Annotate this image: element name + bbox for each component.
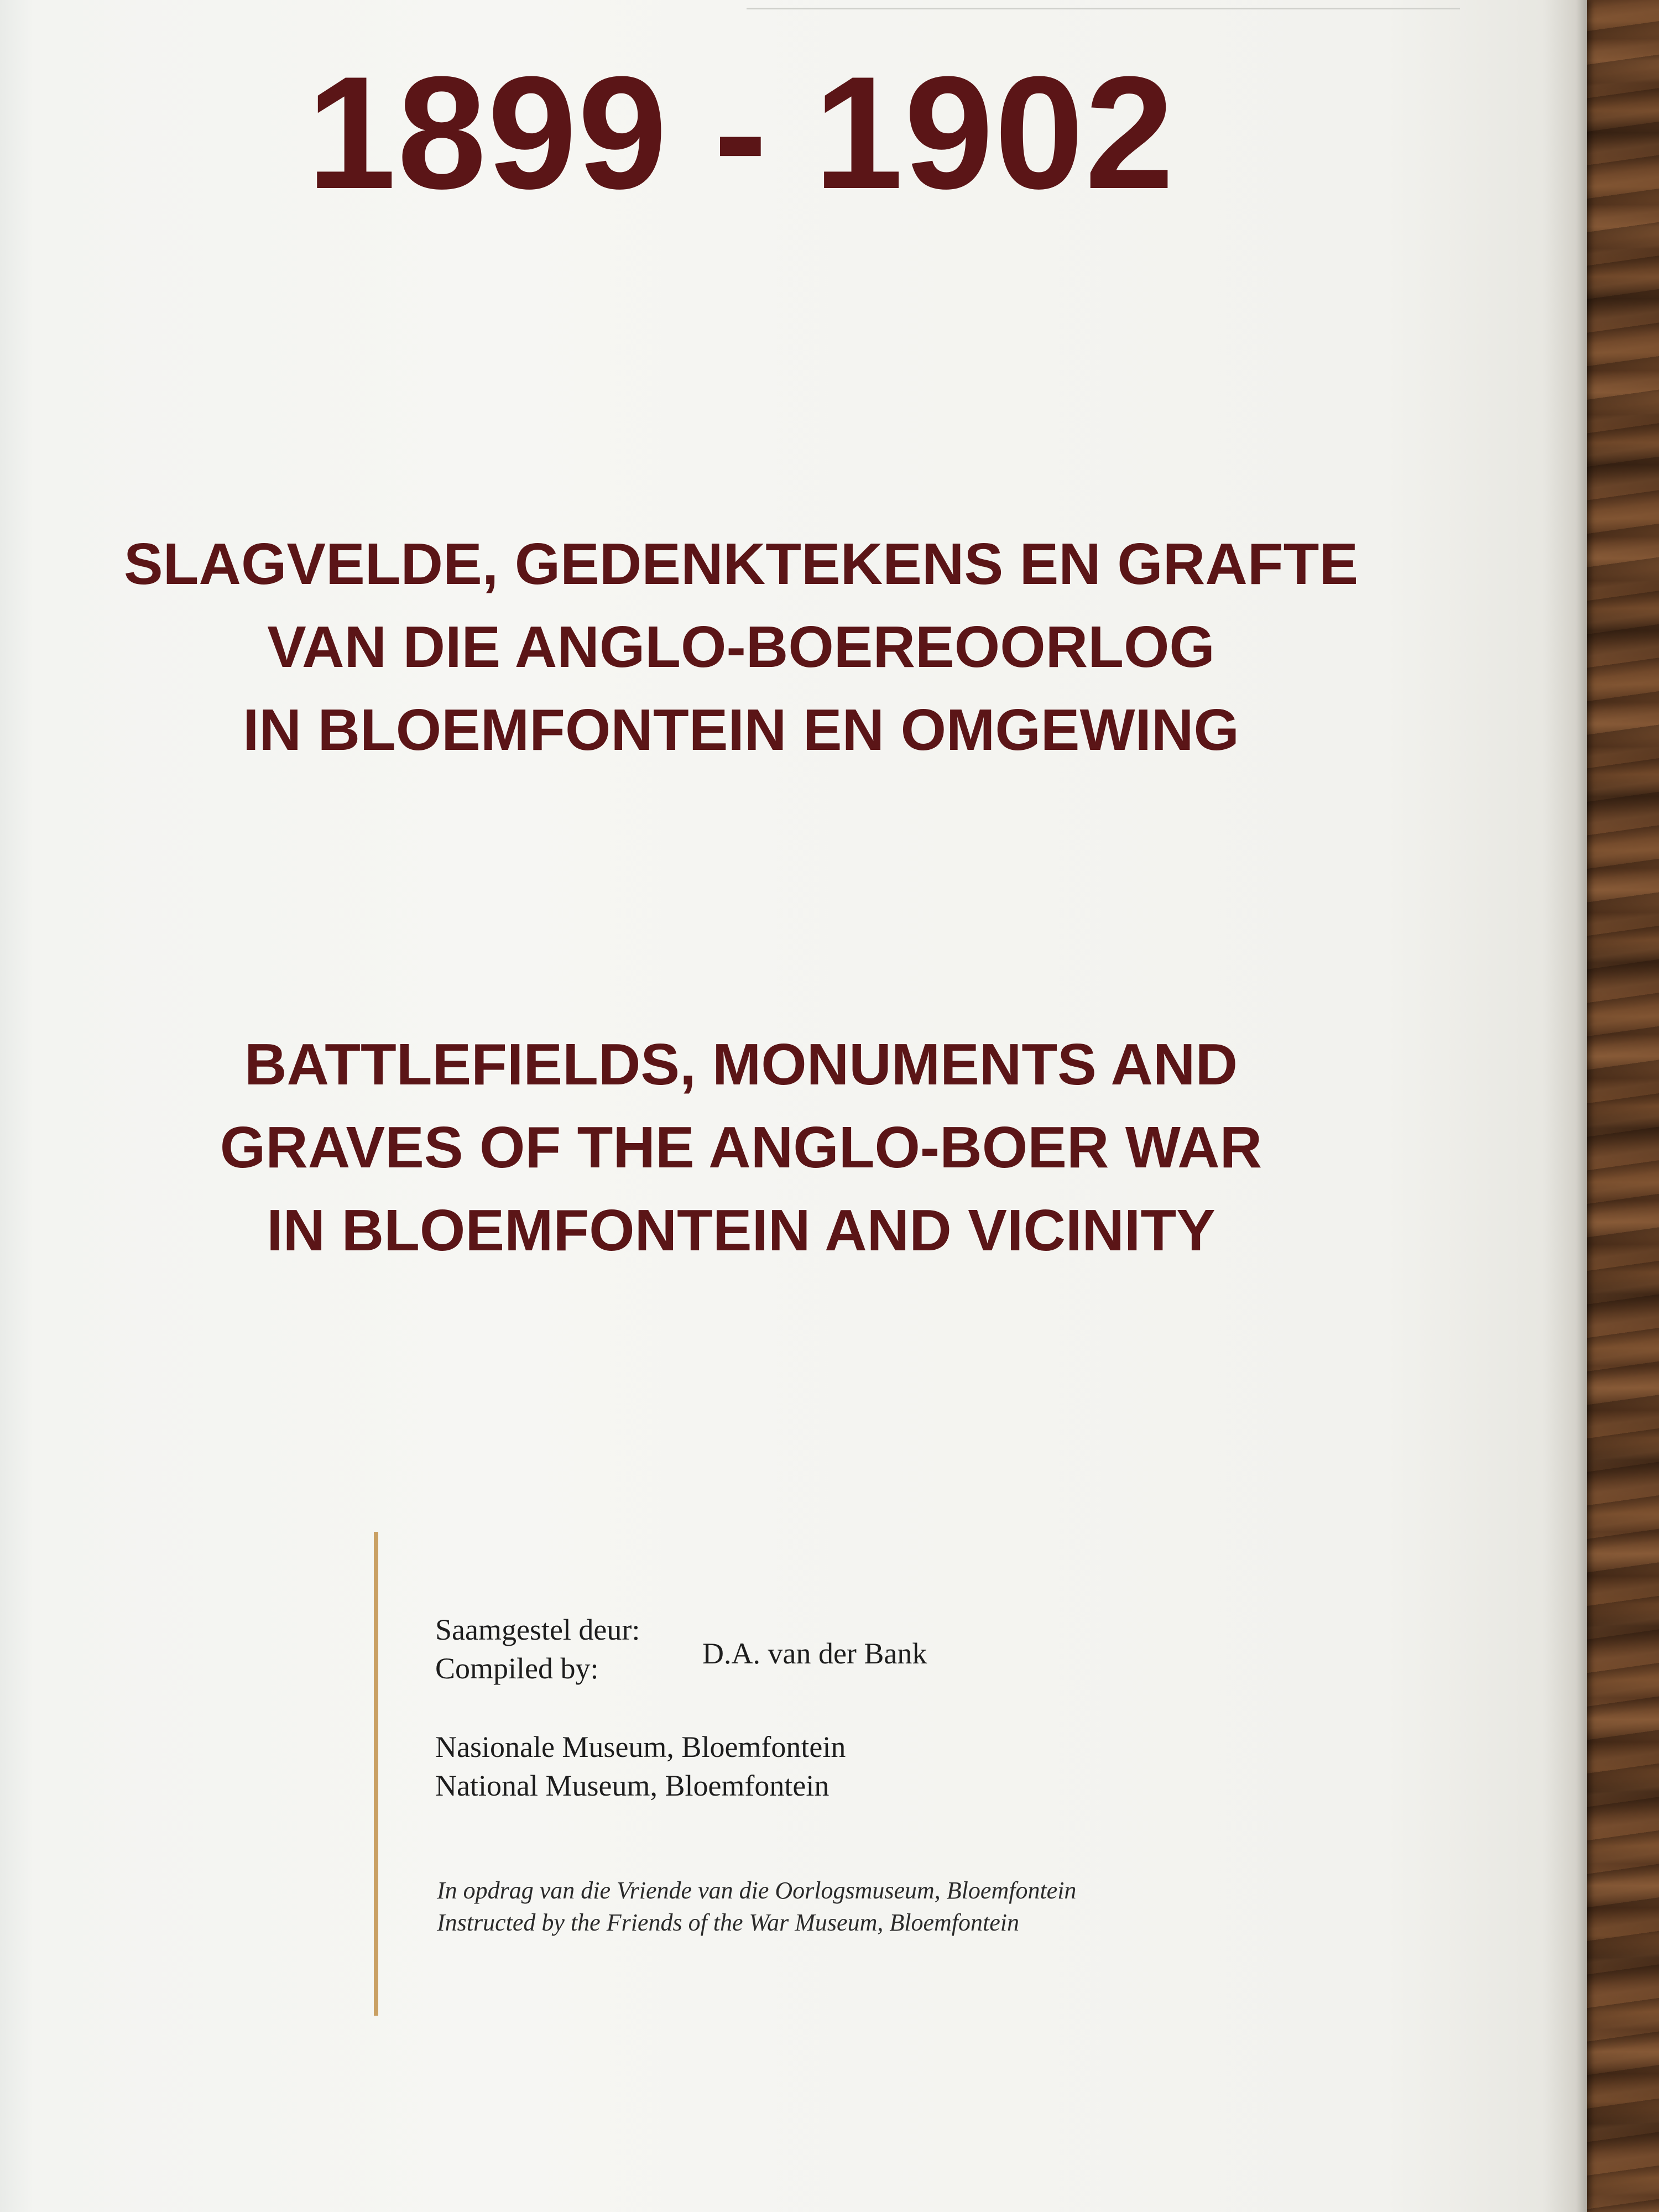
top-divider: [747, 8, 1460, 9]
museum-name-afrikaans: Nasionale Museum, Bloemfontein: [435, 1730, 846, 1764]
compiled-label-english: Compiled by:: [435, 1652, 599, 1685]
credits-accent-rule: [374, 1532, 378, 2016]
afrikaans-title-line: IN BLOEMFONTEIN EN OMGEWING: [243, 697, 1239, 763]
afrikaans-title: [111, 523, 1371, 771]
war-years-heading: 1899 - 1902: [307, 43, 1175, 222]
afrikaans-title-line: SLAGVELDE, GEDENKTEKENS EN GRAFTE: [123, 531, 1359, 597]
english-title: [111, 1023, 1371, 1272]
commission-credit: [437, 1875, 1076, 1939]
commission-english: Instructed by the Friends of the War Museum, Bloemfontein: [437, 1909, 1019, 1936]
afrikaans-title-line: VAN DIE ANGLO-BOEREOORLOG: [267, 614, 1215, 680]
compiler-name: D.A. van der Bank: [702, 1637, 927, 1670]
museum-name-english: National Museum, Bloemfontein: [435, 1769, 830, 1802]
compiled-by-labels: [435, 1610, 640, 1688]
compiled-label-afrikaans: Saamgestel deur:: [435, 1613, 640, 1646]
english-title-line: BATTLEFIELDS, MONUMENTS AND: [244, 1032, 1238, 1097]
commission-afrikaans: In opdrag van die Vriende van die Oorlogsmuseum, Bloemfontein: [437, 1877, 1077, 1904]
english-title-line: IN BLOEMFONTEIN AND VICINITY: [267, 1198, 1215, 1263]
english-title-line: GRAVES OF THE ANGLO-BOER WAR: [220, 1115, 1262, 1180]
page-edge-shadow: [1543, 0, 1587, 2212]
museum-credit: [435, 1728, 846, 1805]
